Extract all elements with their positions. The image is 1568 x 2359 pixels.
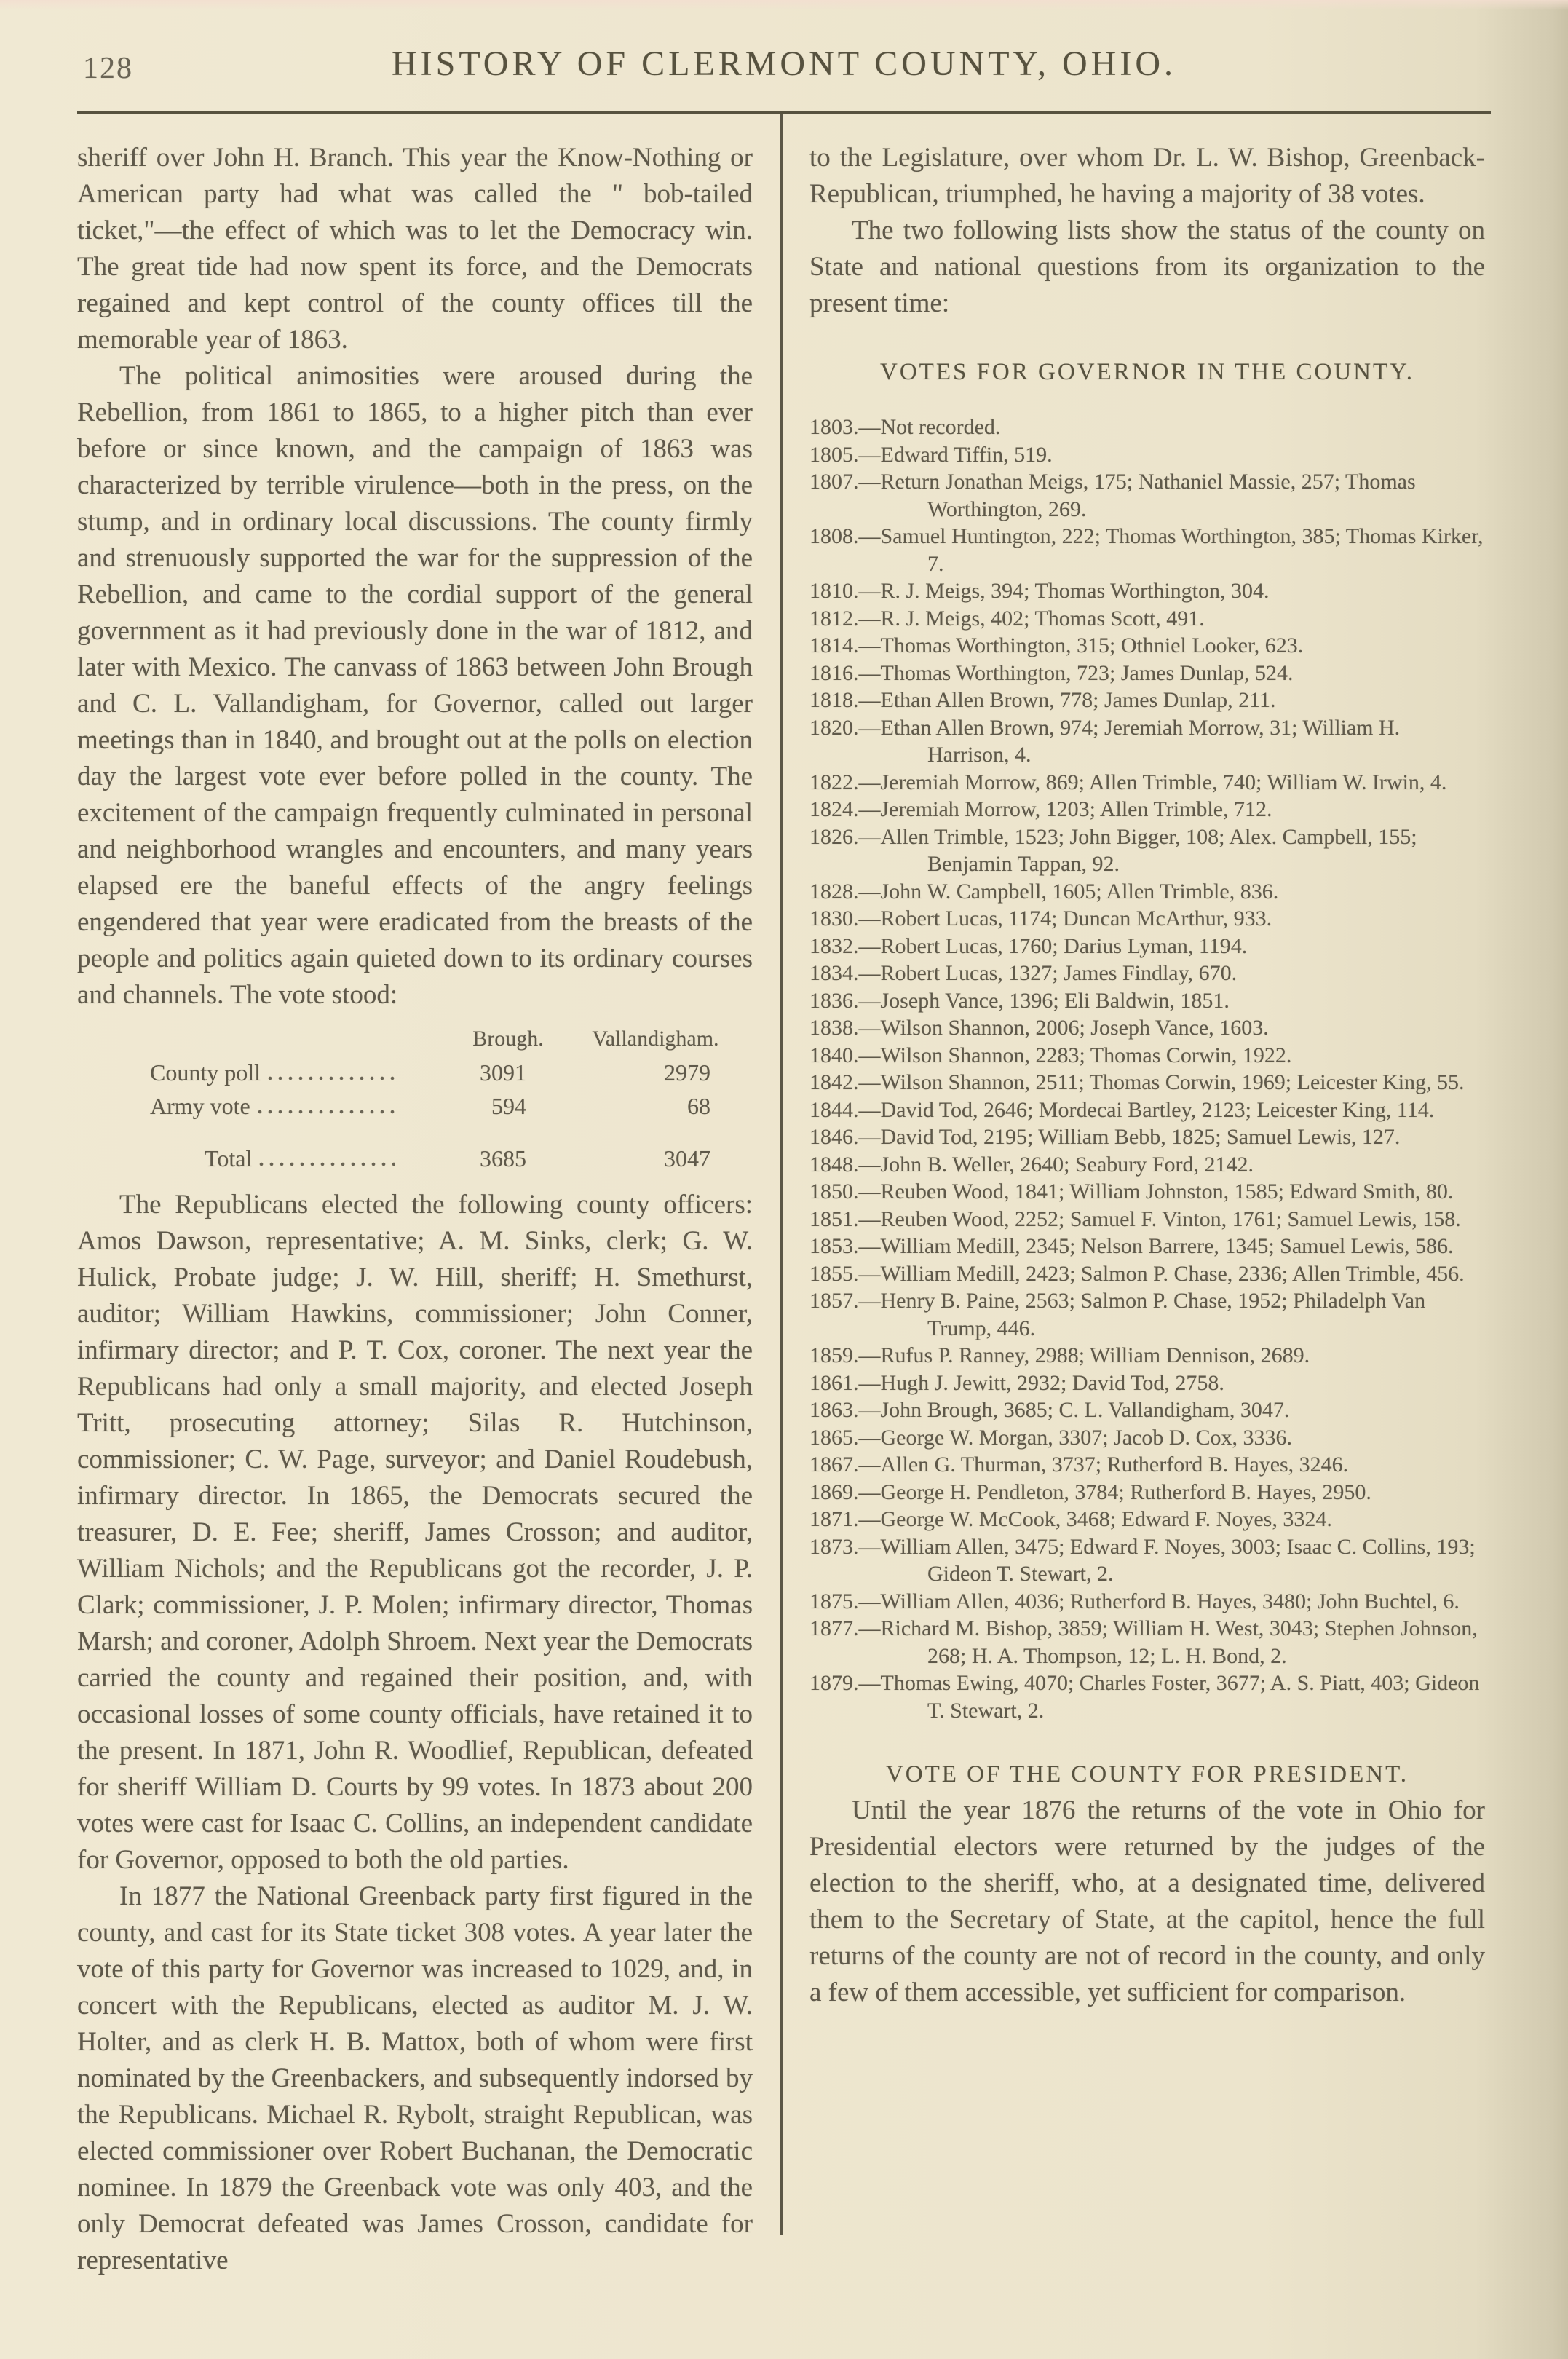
running-title: HISTORY OF CLERMONT COUNTY, OHIO. xyxy=(392,44,1176,83)
governor-vote-entry: 1851.—Reuben Wood, 2252; Samuel F. Vinton, 1761; Samuel Lewis, 158. xyxy=(809,1206,1461,1231)
governor-vote-entry: 1846.—David Tod, 2195; William Bebb, 1825; Samuel Lewis, 127. xyxy=(809,1125,1401,1149)
paragraph: Until the year 1876 the returns of the vote in Ohio for Presidential electors were returned by the judges of the election to the sheriff, who, at a designated time, delivered them to the Secretary of State, at the capitol, hence the full returns of the county are not of record in the county, and only a few of them accessible, yet sufficient for comparison. xyxy=(809,1795,1485,2007)
governor-vote-entry: 1859.—Rufus P. Ranney, 2988; William Dennison, 2689. xyxy=(809,1343,1310,1367)
dot-leader xyxy=(265,1073,395,1083)
governor-vote-entry: 1842.—Wilson Shannon, 2511; Thomas Corwin, 1969; Leicester King, 55. xyxy=(809,1070,1465,1094)
governor-vote-entry: 1875.—William Allen, 4036; Rutherford B. Hayes, 3480; John Buchtel, 6. xyxy=(809,1589,1460,1613)
governor-vote-entry: 1832.—Robert Lucas, 1760; Darius Lyman, 1194. xyxy=(809,933,1248,958)
row-label: County poll xyxy=(150,1059,261,1086)
dot-leader xyxy=(255,1107,395,1117)
governor-vote-entry: 1855.—William Medill, 2423; Salmon P. Chase, 2336; Allen Trimble, 456. xyxy=(809,1261,1465,1286)
governor-vote-entry: 1850.—Reuben Wood, 1841; William Johnston, 1585; Edward Smith, 80. xyxy=(809,1180,1454,1204)
column-divider-rule xyxy=(780,114,783,2235)
governor-vote-entry: 1830.—Robert Lucas, 1174; Duncan McArthur, 933. xyxy=(809,906,1272,930)
governor-vote-entry: 1865.—George W. Morgan, 3307; Jacob D. Cox, 3336. xyxy=(809,1425,1293,1450)
governor-vote-entry: 1814.—Thomas Worthington, 315; Othniel Looker, 623. xyxy=(809,633,1304,657)
governor-vote-entry: 1848.—John B. Weller, 2640; Seabury Ford, 2142. xyxy=(809,1152,1254,1177)
governor-vote-entry: 1836.—Joseph Vance, 1396; Eli Baldwin, 1851. xyxy=(809,988,1230,1013)
page-number: 128 xyxy=(83,52,133,85)
left-column xyxy=(77,114,753,2279)
governor-vote-entry: 1857.—Henry B. Paine, 2563; Salmon P. Chase, 1952; Philadelph Van Trump, 446. xyxy=(809,1289,1426,1340)
row-label: Total xyxy=(205,1145,253,1171)
table-total-row xyxy=(77,1142,753,1175)
spacer xyxy=(154,1126,395,1136)
governor-vote-entry: 1822.—Jeremiah Morrow, 869; Allen Trimble, 740; William W. Irwin, 4. xyxy=(809,770,1447,794)
governor-vote-entry: 1807.—Return Jonathan Meigs, 175; Nathaniel Massie, 257; Thomas Worthington, 269. xyxy=(809,470,1416,521)
governor-vote-entry: 1873.—William Allen, 3475; Edward F. Noyes, 3003; Isaac C. Collins, 193; Gideon T. Stewart, 2. xyxy=(809,1534,1476,1586)
two-column-layout xyxy=(77,114,1491,2279)
governor-vote-entry: 1863.—John Brough, 3685; C. L. Vallandigham, 3047. xyxy=(809,1398,1290,1422)
governor-vote-entry: 1867.—Allen G. Thurman, 3737; Rutherford B. Hayes, 3246. xyxy=(809,1453,1349,1477)
governor-vote-entry: 1818.—Ethan Allen Brown, 778; James Dunlap, 211. xyxy=(809,688,1276,712)
governor-vote-entry: 1816.—Thomas Worthington, 723; James Dunlap, 524. xyxy=(809,660,1294,685)
cell-value: 594 xyxy=(491,1093,526,1119)
governor-vote-entry: 1877.—Richard M. Bishop, 3859; William H. West, 3043; Stephen Johnson, 268; H. A. Thompson, 12; L. H. Bond, 2. xyxy=(809,1616,1478,1668)
dot-leader xyxy=(256,1159,395,1169)
governor-vote-entry: 1828.—John W. Campbell, 1605; Allen Trimble, 836. xyxy=(809,879,1279,904)
governor-vote-entry: 1834.—Robert Lucas, 1327; James Findlay, 670. xyxy=(809,961,1238,985)
paragraph: In 1877 the National Greenback party first figured in the county, and cast for its State ticket 308 votes. A year later the vote of this party for Governor was increased to 1029, and, in concert with the Republicans, elected as auditor M. J. W. Holter, and as clerk H. B. Mattox, both of whom were first nominated by the Greenbackers, and subsequently indorsed by the Republicans. Michael R. Rybolt, straight Republican, was elected commissioner over Robert Buchanan, the Democratic nominee. In 1879 the Greenback vote was only 403, and the only Democrat defeated was James Crosson, candidate for representative xyxy=(77,1881,753,2275)
table-row xyxy=(77,1056,753,1089)
cell-value: 2979 xyxy=(664,1059,710,1086)
section-heading-president-vote: VOTE OF THE COUNTY FOR PRESIDENT. xyxy=(885,1761,1409,1787)
table-sum-rules xyxy=(77,1123,753,1142)
vote-result-table xyxy=(77,1022,753,1175)
governor-vote-entry: 1810.—R. J. Meigs, 394; Thomas Worthington, 304. xyxy=(809,579,1270,603)
table-header-row xyxy=(77,1022,753,1056)
governor-vote-entry: 1805.—Edward Tiffin, 519. xyxy=(809,442,1053,467)
paragraph: The Republicans elected the following county officers: Amos Dawson, representative; A. M. Sinks, clerk; G. W. Hulick, Probate judge; J. W. Hill, sheriff; H. Smethurst, auditor; William Hawkins, commissioner; John Conner, infirmary director; and P. T. Cox, coroner. The next year the Republicans had only a small majority, and elected Joseph Tritt, prosecuting attorney; Silas R. Hutchinson, commissioner; C. W. Page, surveyor; and Daniel Roudebush, infirmary director. In 1865, the Democrats secured the treasurer, D. E. Fee; sheriff, James Crosson; and auditor, William Nichols; and the Republicans got the recorder, J. P. Clark; commissioner, J. P. Molen; infirmary director, Thomas Marsh; and coroner, Adolph Shroem. Next year the Democrats carried the county and regained their position, and, with occasional losses of some county officials, have retained it to the present. In 1871, John R. Woodlief, Republican, defeated for sheriff William D. Courts by 99 votes. In 1873 about 200 votes were cast for Isaac C. Collins, an independent candidate for Governor, opposed to both the old parties. xyxy=(77,1190,753,1875)
right-column xyxy=(809,114,1485,2279)
governor-vote-entry: 1803.—Not recorded. xyxy=(809,415,1001,439)
paragraph: to the Legislature, over whom Dr. L. W. Bishop, Greenback-Republican, triumphed, he having a majority of 38 votes. xyxy=(809,143,1485,209)
page-header xyxy=(77,44,1491,86)
cell-value: 68 xyxy=(687,1093,710,1119)
governor-vote-entry: 1812.—R. J. Meigs, 402; Thomas Scott, 491. xyxy=(809,606,1205,631)
governor-vote-entry: 1861.—Hugh J. Jewitt, 2932; David Tod, 2758. xyxy=(809,1370,1224,1395)
section-heading-governor-votes: VOTES FOR GOVERNOR IN THE COUNTY. xyxy=(880,359,1414,385)
governor-vote-entry: 1826.—Allen Trimble, 1523; John Bigger, 108; Alex. Campbell, 155; Benjamin Tappan, 92. xyxy=(809,824,1417,876)
governor-vote-entry: 1844.—David Tod, 2646; Mordecai Bartley, 2123; Leicester King, 114. xyxy=(809,1097,1435,1122)
paragraph: sheriff over John H. Branch. This year the Know-Nothing or American party had what was called the " bob-tailed ticket,"—the effect of which was to let the Democracy win. The great tide had now spent its force, and the Democrats regained and kept control of the county offices till the memorable year of 1863. xyxy=(77,143,753,355)
paragraph: The political animosities were aroused during the Rebellion, from 1861 to 1865, to a higher pitch than ever before or since known, and the campaign of 1863 was characterized by terrible virulence—both in the press, on the stump, and in ordinary local discussions. The county firmly and strenuously supported the war for the suppression of the Rebellion, and came to the cordial support of the general government as it had previously done in the war of 1812, and later with Mexico. The canvass of 1863 between John Brough and C. L. Vallandigham, for Governor, called out larger meetings than in 1840, and brought out at the polls on election day the largest vote ever before polled in the county. The excitement of the campaign frequently culminated in personal and neighborhood wrangles and encounters, and many years elapsed ere the baneful effects of the angry feelings engendered that year were eradicated from the breasts of the people and politics again quieted down to its ordinary courses and channels. The vote stood: xyxy=(77,361,753,1010)
row-label: Army vote xyxy=(150,1093,250,1119)
cell-value: 3685 xyxy=(480,1145,526,1171)
governor-vote-entry: 1808.—Samuel Huntington, 222; Thomas Worthington, 385; Thomas Kirker, 7. xyxy=(809,524,1484,576)
governor-vote-entry: 1853.—William Medill, 2345; Nelson Barrere, 1345; Samuel Lewis, 586. xyxy=(809,1234,1454,1258)
governor-vote-entry: 1820.—Ethan Allen Brown, 974; Jeremiah Morrow, 31; William H. Harrison, 4. xyxy=(809,715,1401,767)
paragraph: The two following lists show the status of the county on State and national questions from its organization to the present time: xyxy=(809,216,1485,318)
governor-vote-entry: 1871.—George W. McCook, 3468; Edward F. Noyes, 3324. xyxy=(809,1507,1332,1531)
cell-value: 3047 xyxy=(664,1145,710,1171)
governor-vote-entry: 1879.—Thomas Ewing, 4070; Charles Foster, 3677; A. S. Piatt, 403; Gideon T. Stewart, 2. xyxy=(809,1671,1480,1723)
governor-votes-list xyxy=(809,414,1485,1724)
governor-vote-entry: 1869.—George H. Pendleton, 3784; Rutherford B. Hayes, 2950. xyxy=(809,1479,1371,1504)
column-header-vallandigham: Vallandigham. xyxy=(592,1027,719,1051)
governor-vote-entry: 1824.—Jeremiah Morrow, 1203; Allen Trimble, 712. xyxy=(809,797,1272,821)
column-header-brough: Brough. xyxy=(472,1027,544,1051)
governor-vote-entry: 1838.—Wilson Shannon, 2006; Joseph Vance, 1603. xyxy=(809,1016,1269,1040)
spacer xyxy=(154,1040,439,1050)
cell-value: 3091 xyxy=(480,1059,526,1086)
governor-vote-entry: 1840.—Wilson Shannon, 2283; Thomas Corwin, 1922. xyxy=(809,1043,1292,1067)
